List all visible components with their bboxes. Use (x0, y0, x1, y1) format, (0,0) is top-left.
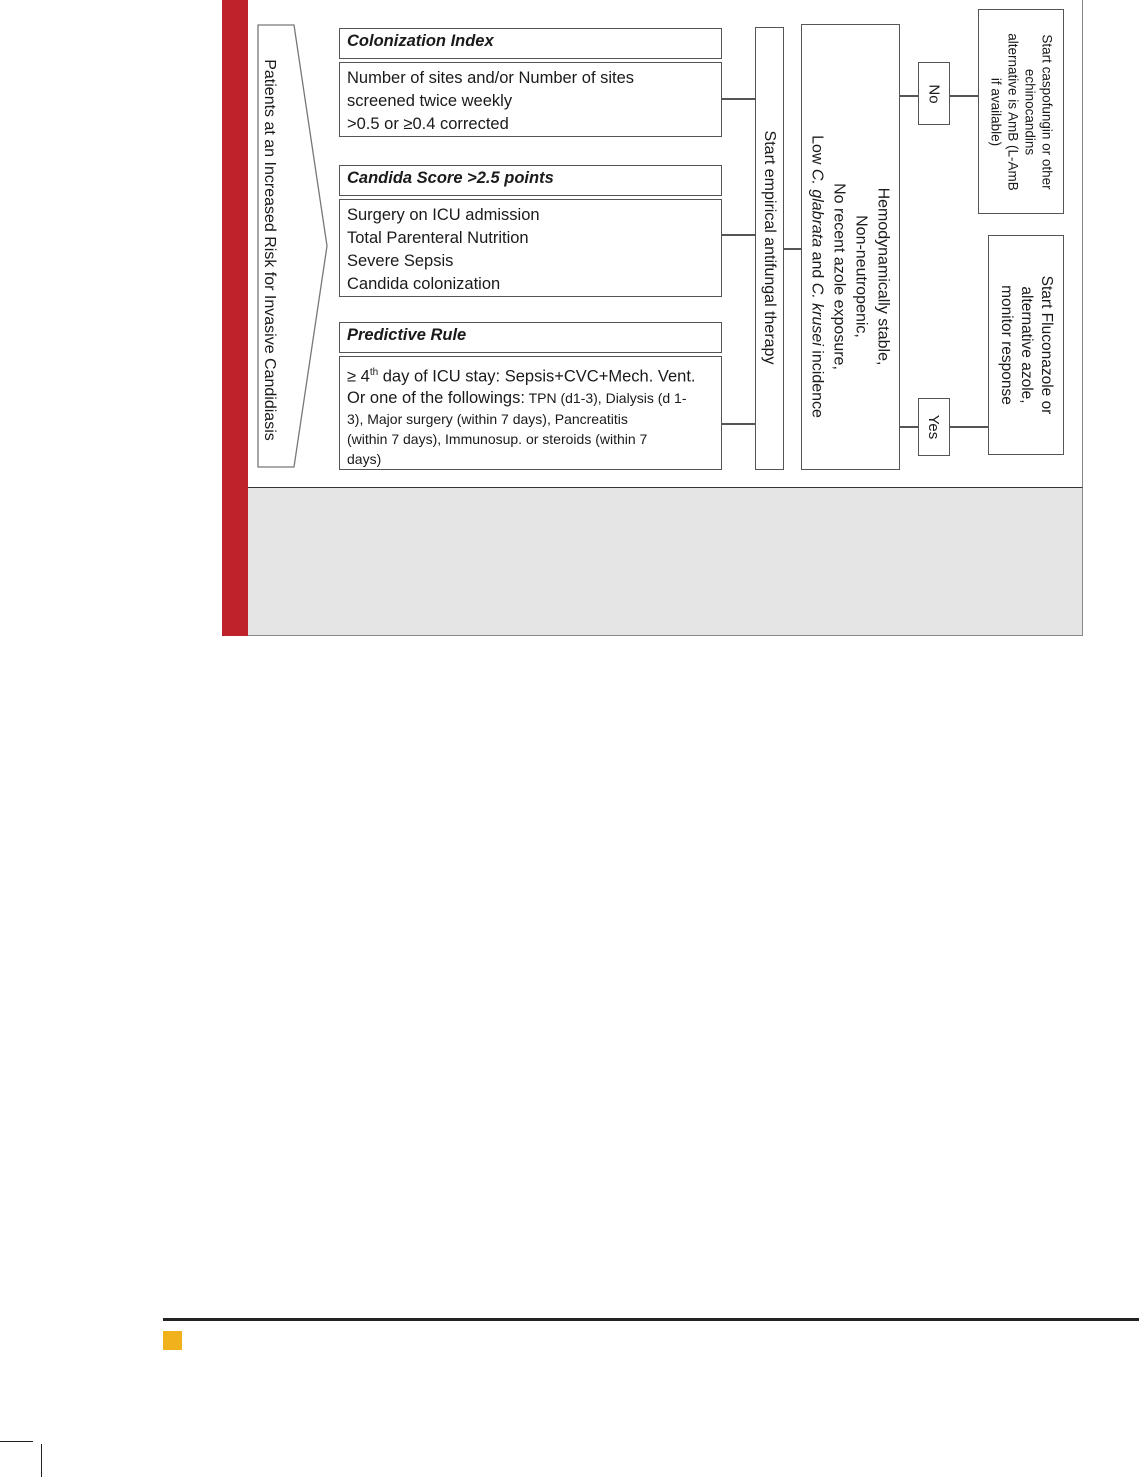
predictive-rule-line-1-sup: th (369, 367, 379, 378)
no-label: No (926, 84, 943, 104)
candida-score-item: Candida colonization (347, 275, 501, 293)
yes-outcome-line-3: monitor response (998, 285, 1015, 405)
colonization-index-header (339, 28, 722, 59)
figure-caption-area (248, 487, 1083, 636)
predictive-rule-title: Predictive Rule (347, 326, 467, 344)
connector-line (722, 98, 755, 100)
predictive-rule-header (339, 322, 722, 353)
connector-line (950, 95, 978, 97)
crop-mark-vertical (41, 1444, 42, 1477)
empirical-therapy-label: Start empirical antifungal therapy (761, 130, 778, 365)
candida-score-box (339, 199, 722, 297)
candida-score-title: Candida Score >2.5 points (347, 169, 554, 187)
predictive-rule-line-5: days) (347, 450, 382, 467)
condition-line-4-a: Low (809, 135, 826, 169)
predictive-rule-box (339, 356, 722, 470)
patients-label: Patients at an Increased Risk for Invasive Candidiasis (261, 59, 279, 441)
no-outcome-line-4: if available) (988, 77, 1004, 147)
predictive-rule-line-2-rest: TPN (d1-3), Dialysis (d 1- (524, 389, 687, 406)
predictive-rule-line-2 (347, 388, 714, 409)
condition-line-4-d: C. krusei (809, 282, 826, 346)
condition-line-2: Non-neutropenic, (853, 215, 870, 338)
connector-line (950, 426, 988, 428)
footer-rule (163, 1318, 1139, 1321)
yes-outcome-text (988, 235, 1064, 455)
connector-line (784, 248, 801, 250)
candida-score-item: Surgery on ICU admission (347, 206, 540, 224)
predictive-rule-line-1-a: ≥ 4 (347, 367, 370, 386)
predictive-rule-line-1-b: day of ICU stay: Sepsis+CVC+Mech. Vent. (378, 367, 696, 386)
predictive-rule-line-2-lead: Or one of the followings: (347, 388, 525, 407)
yes-label: Yes (925, 414, 943, 440)
condition-line-4-c: and (809, 247, 826, 283)
condition-line-4-b: C. glabrata (809, 168, 826, 248)
condition-line-4 (806, 135, 828, 418)
footer-square-icon (163, 1331, 182, 1350)
condition-line-4-e: incidence (809, 345, 826, 418)
predictive-rule-line-1 (347, 362, 714, 388)
condition-line-1: Hemodynamically stable, (875, 187, 892, 366)
colonization-line-1: Number of sites and/or Number of sites (347, 69, 635, 87)
connector-line (722, 423, 755, 425)
connector-line (722, 234, 755, 236)
yes-outcome-line-2: alternative azole, (1018, 286, 1035, 404)
colonization-line-3: >0.5 or ≥0.4 corrected (347, 115, 509, 133)
yes-outcome-line-1: Start Fluconazole or (1038, 275, 1055, 415)
colonization-index-title: Colonization Index (347, 32, 494, 50)
accent-red-bar (222, 0, 248, 636)
no-outcome-line-3: alternative is AmB (L-AmB (1005, 33, 1021, 191)
predictive-rule-line-4: (within 7 days), Immunosup. or steroids (within 7 (347, 430, 648, 447)
colonization-index-box (339, 62, 722, 137)
condition-text (803, 55, 898, 499)
connector-line (900, 426, 918, 428)
condition-line-3: No recent azole exposure, (831, 183, 848, 370)
candida-score-item: Severe Sepsis (347, 252, 454, 270)
predictive-rule-line-3: 3), Major surgery (within 7 days), Pancreatitis (347, 410, 628, 427)
no-outcome-line-1: Start caspofungin or other (1039, 34, 1055, 190)
candida-score-item: Total Parenteral Nutrition (347, 229, 529, 247)
no-outcome-line-2: echinocandins (1022, 68, 1038, 156)
candida-score-header (339, 165, 722, 196)
no-outcome-text (979, 10, 1065, 215)
crop-mark-horizontal (0, 1441, 33, 1442)
connector-line (900, 95, 918, 97)
colonization-line-2: screened twice weekly (347, 92, 513, 110)
